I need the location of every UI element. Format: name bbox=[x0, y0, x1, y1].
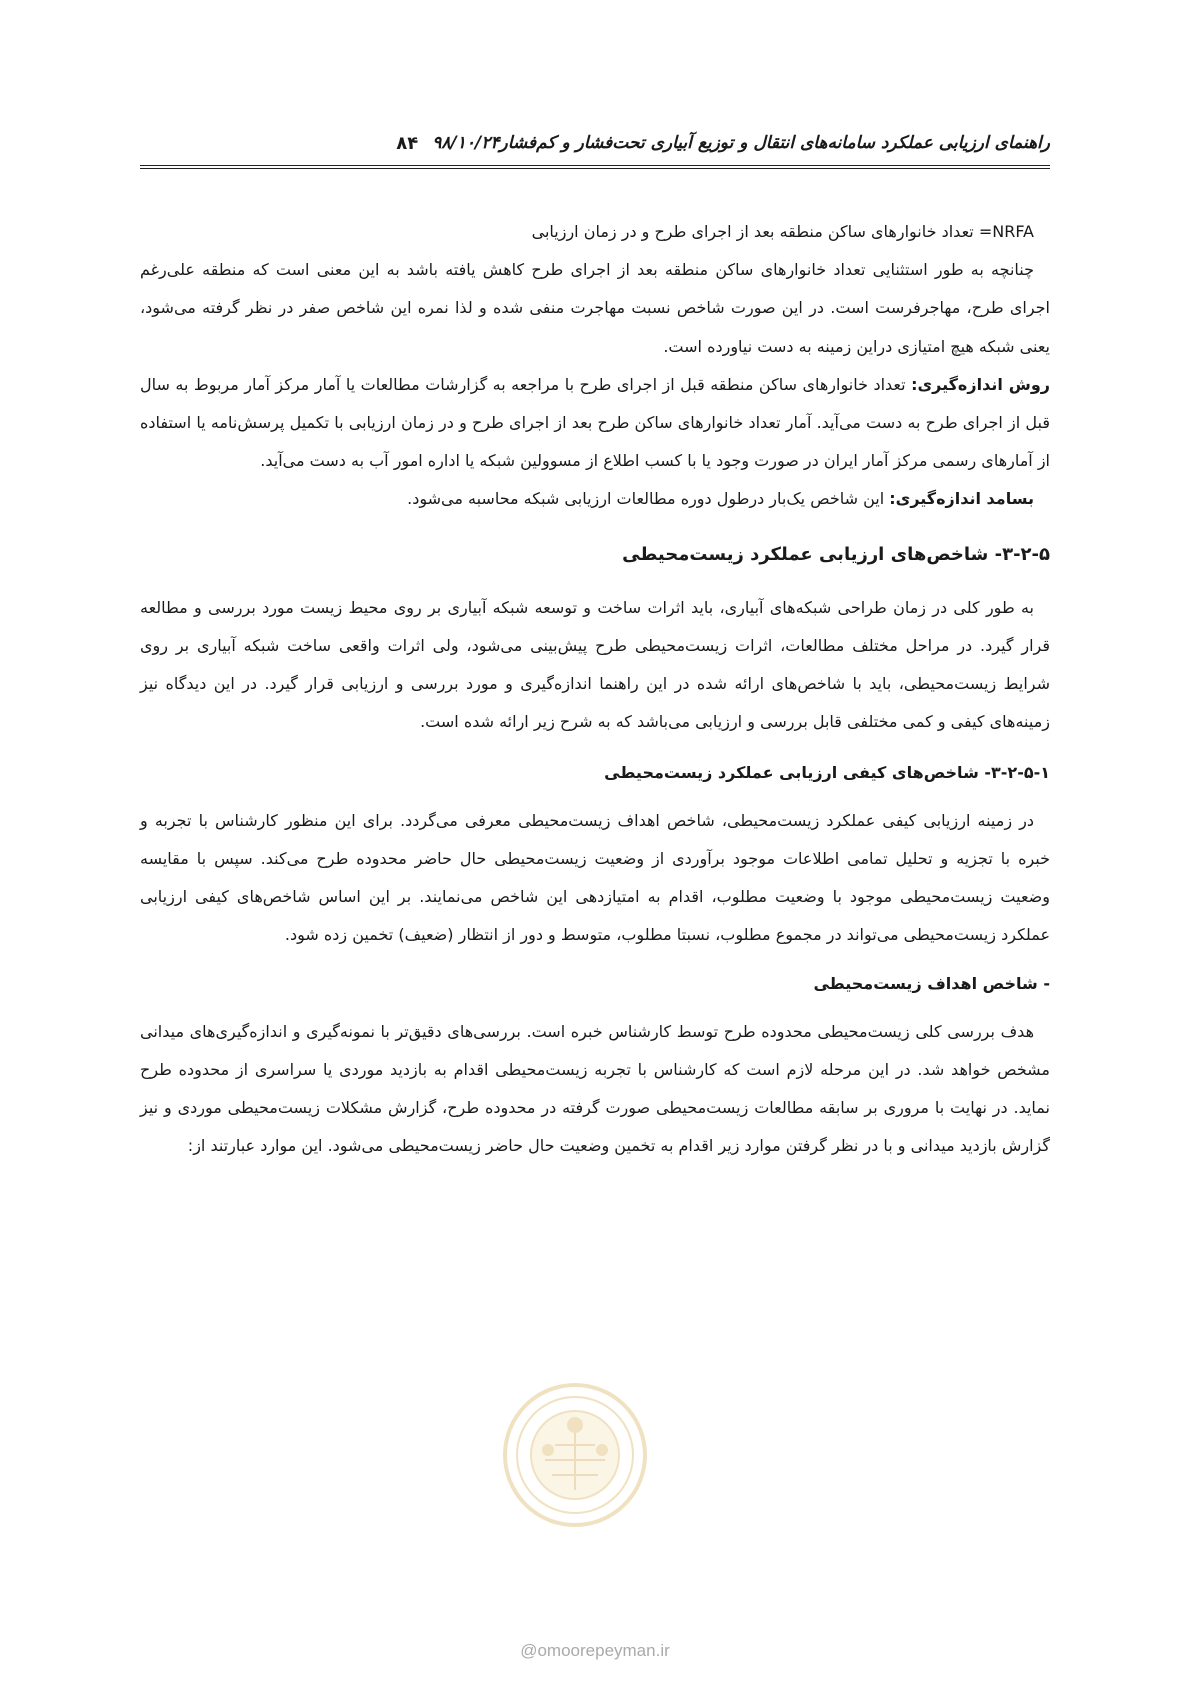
paragraph-migration: چنانچه به طور استثنایی تعداد خانوارهای ساکن منطقه بعد از اجرای طرح کاهش یافته باشد به این معنی است که منطقه علی‌رغم اجرای طرح، مهاجرفرست است. در این صورت شاخص نسبت مهاجرت منفی شده و لذا نمره این شاخص صفر در نظر گرفته می‌شود، یعنی شبکه هیچ امتیازی دراین زمینه به دست نیاورده است. bbox=[140, 260, 1050, 356]
publisher-seal-logo bbox=[500, 1380, 650, 1530]
subsection-heading-qualitative: ۳-۲-۵-۱- شاخص‌های کیفی ارزیابی عملکرد زیست‌محیطی bbox=[604, 762, 1050, 782]
paragraph-environment: به طور کلی در زمان طراحی شبکه‌های آبیاری، باید اثرات ساخت و توسعه شبکه آبیاری بر روی محیط زیست مورد بررسی و مطالعه قرار گیرد. در مراحل مختلف مطالعات، اثرات زیست‌محیطی طرح پیش‌بینی می‌شود، ولی اثرات واقعی ساخت شبکه آبیاری بر روی شرایط زیست‌محیطی، باید با شاخص‌های ارائه شده در این راهنما اندازه‌گیری و مورد بررسی و ارزیابی قرار گیرد. در این دیدگاه نیز زمینه‌های کیفی و کمی مختلفی قابل بررسی و ارزیابی می‌باشد که به شرح زیر ارائه شده است. bbox=[140, 597, 1050, 732]
frequency-text: این شاخص یک‌بار درطول دوره مطالعات ارزیابی شبکه محاسبه می‌شود. bbox=[407, 489, 890, 509]
paragraph-qualitative: در زمینه ارزیابی کیفی عملکرد زیست‌محیطی، شاخص اهداف زیست‌محیطی معرفی می‌گردد. برای این منظور کارشناس با تجربه و خبره با تجزیه و تحلیل تمامی اطلاعات موجود برآوردی از وضعیت زیست‌محیطی حال حاضر محدوده طرح می‌کند. سپس با مقایسه وضعیت زیست‌محیطی موجود با وضعیت مطلوب، اقدام به امتیازدهی این شاخص می‌نمایند. بر این اساس شاخص‌های کیفی ارزیابی عملکرد زیست‌محیطی می‌تواند در مجموع مطلوب، نسبتا مطلوب، متوسط و دور از انتظار (ضعیف) تخمین زده شود. bbox=[140, 810, 1050, 945]
watermark: @omoorepeyman.ir bbox=[520, 1641, 670, 1660]
paragraph-goals: هدف بررسی کلی زیست‌محیطی محدوده طرح توسط کارشناس خبره است. بررسی‌های دقیق‌تر با نمونه‌گیری و اندازه‌گیری‌های میدانی مشخص خواهد شد. در این مرحله لازم است که کارشناس با تجربه زیست‌محیطی اقدام به بازدید موردی یا سراسری از محدوده طرح نماید. در نهایت با مروری بر سابقه مطالعات زیست‌محیطی صورت گرفته در محدوده طرح، گزارش مشکلات زیست‌محیطی موردی و نیز گزارش بازدید میدانی و با در نظر گرفتن موارد زیر اقدام به تخمین وضعیت حال حاضر زیست‌محیطی می‌شود. این موارد عبارتند از: bbox=[140, 1021, 1050, 1156]
frequency-label: بسامد اندازه‌گیری: bbox=[889, 489, 1034, 509]
header-date: ۹۸/۱۰/۲۴ bbox=[432, 133, 500, 153]
section-heading-environment: ۳-۲-۵- شاخص‌های ارزیابی عملکرد زیست‌محیطی bbox=[622, 543, 1050, 565]
paragraph-method bbox=[140, 366, 1050, 481]
method-text: تعداد خانوارهای ساکن منطقه قبل از اجرای طرح با مراجعه به گزارشات مطالعات یا آمار مرکز آمار مربوط به سال قبل از اجرای طرح به دست می‌آید. آمار تعداد خانوارهای ساکن طرح بعد از اجرای طرح و در زمان ارزیابی با تکمیل پرسش‌نامه یا استفاده از آمارهای رسمی مرکز آمار ایران در صورت وجود یا با کسب اطلاع از مسوولین شبکه یا اداره امور آب به دست می‌آید. bbox=[140, 374, 1050, 471]
running-header bbox=[140, 128, 1050, 158]
definition-nrfa: NRFA= تعداد خانوارهای ساکن منطقه بعد از اجرای طرح و در زمان ارزیابی bbox=[531, 222, 1034, 241]
header-rule bbox=[140, 165, 1050, 169]
body-text bbox=[140, 213, 1050, 1166]
item-heading-goals: - شاخص اهداف زیست‌محیطی bbox=[813, 973, 1050, 993]
page-number: ۸۴ bbox=[396, 132, 419, 154]
header-title: راهنمای ارزیابی عملکرد سامانه‌های انتقال و توزیع آبیاری تحت‌فشار و کم‌فشار bbox=[499, 133, 1050, 153]
paragraph-frequency bbox=[140, 480, 1050, 518]
method-label: روش اندازه‌گیری: bbox=[911, 374, 1051, 394]
